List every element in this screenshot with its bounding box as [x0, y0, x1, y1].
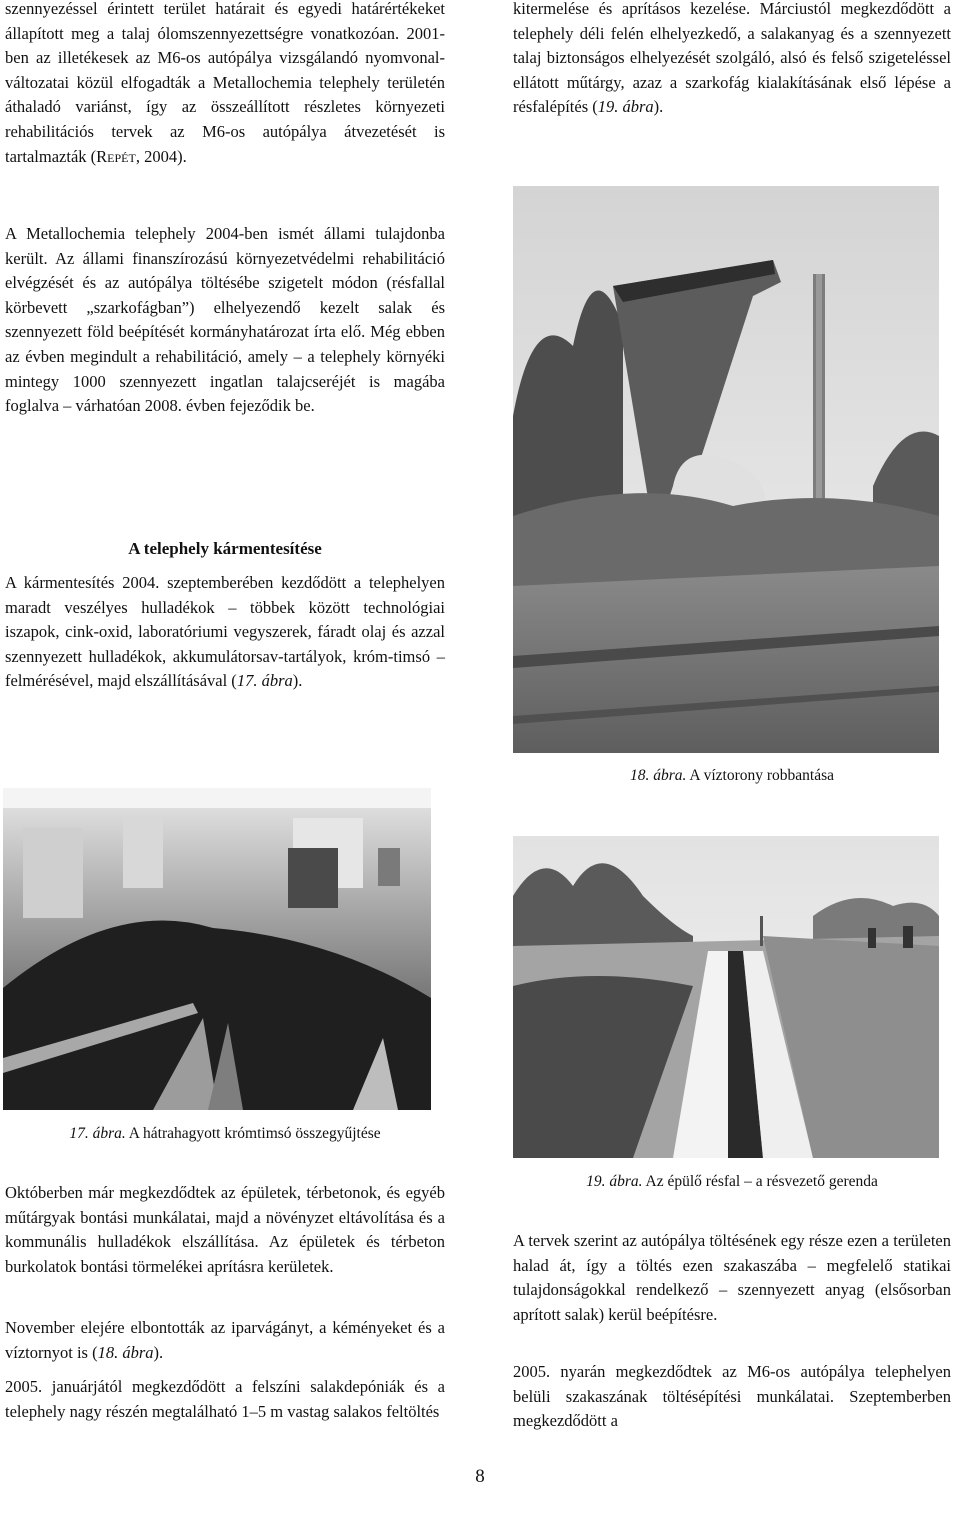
right-column-p3 [513, 1360, 951, 1434]
left-column-top [5, 0, 445, 169]
paragraph-state-ownership: A Metallochemia telephely 2004-ben ismét állami tulajdonba került. Az állami finanszírozású környezetvédelmi rehabilitáció elvégzését és az autópálya töltésébe szigetelt módon (résfallal körbevett „szarkofágban”) elhelyezendő kezelt salak és szennyezett föld beépítését kormányhatározat írta elő. Még ebben az évben megindult a rehabilitáció, amely – a telephely környéki mintegy 1000 szennyezett ingatlan talajcseréjét is magába foglalva – várhatóan 2008. évben fejeződik be. [5, 224, 445, 416]
paragraph-january: 2005. januárjától megkezdődött a felszíni salakdepóniák és a telephely nagy részén megtalálható 1–5 m vastag salakos feltöltés [5, 1377, 445, 1421]
figure-18-caption: 18. ábra. A víztorony robbantása [629, 767, 835, 784]
figure-19-photo [513, 836, 939, 1158]
figure-19-caption: 19. ábra. Az épülő résfal – a résvezető gerenda [586, 1173, 878, 1190]
paragraph-summer: 2005. nyarán megkezdődtek az M6-os autópálya telephelyen belüli szakaszának töltésépítési munkálatai. Szeptemberben megkezdődött a [513, 1362, 951, 1431]
paragraph-march: kitermelése és aprításos kezelése. Márciustól megkezdődött a telephely déli felén elhelyezkedő, a salakanyag és a szennyezett talaj biztonságos elhelyezését szolgáló, alsó és felső szigeteléssel ellátott műtárgy, azaz a szarkofág kialakításának első lépése a résfalépítés (19. ábra). [513, 0, 951, 117]
left-column-p2 [5, 222, 445, 419]
left-column-p6 [5, 1375, 445, 1424]
page-number: 8 [475, 1466, 485, 1487]
paragraph-remediation-start: A kármentesítés 2004. szeptemberében kezdődött a telephelyen maradt veszélyes hulladékok – többek között technológiai iszapok, cink-oxid, laboratóriumi vegyszerek, fáradt olaj és azzal szennyezett hulladékok, akkumulátorsav-tartályok, króm-timsó – felmérésével, majd elszállításával (17. ábra). [5, 573, 445, 691]
figure-18-caption-block [513, 766, 951, 786]
paragraph-intro: szennyezéssel érintett terület határait és egyedi határértékeket állapított meg a talaj ólomszennyezettségre vonatkozóan. 2001-ben az illetékesek az M6-os autópálya vizsgálandó nyomvonal-változatai közül elfogadták a Metallochemia telephely területén áthaladó variánst, így az összeállított részletes környezeti rehabilitációs tervek az M6-os autópálya átvezetését is tartalmazták (Repét, 2004). [5, 0, 445, 166]
figure-18-photo [513, 186, 939, 753]
left-column-p3 [5, 571, 445, 694]
right-column-top [513, 0, 951, 120]
figure-17-caption: 17. ábra. A hátrahagyott krómtimsó összegyűjtése [69, 1125, 381, 1142]
section-heading: A telephely kármentesítése [128, 539, 322, 558]
paragraph-demolition: Októberben már megkezdődtek az épületek, térbetonok, és egyéb műtárgyak bontási munkálatai, majd a növényzet eltávolítása és a kommunális hulladékok elszállítása. Az épületek és térbeton burkolatok bontási törmelékei aprításra kerületek. [5, 1183, 445, 1276]
figure-17-photo [3, 788, 431, 1110]
paragraph-plans: A tervek szerint az autópálya töltésének egy része ezen a területen halad át, így a töltés ezen szakaszába – megfelelő statikai tulajdonságokkal rendelkező – szennyezett anyag (elsősorban aprított salak) kerül beépítésre. [513, 1231, 951, 1324]
figure-19-caption-block [513, 1172, 951, 1192]
left-column-p4 [5, 1181, 445, 1279]
left-column-p5 [5, 1316, 445, 1365]
right-column-p2 [513, 1229, 951, 1327]
figure-17-caption-block [5, 1124, 445, 1144]
section-heading-block [5, 537, 445, 561]
paragraph-november: November elejére elbontották az iparvágányt, a kéményeket és a víztornyot is (18. ábra). [5, 1318, 445, 1362]
